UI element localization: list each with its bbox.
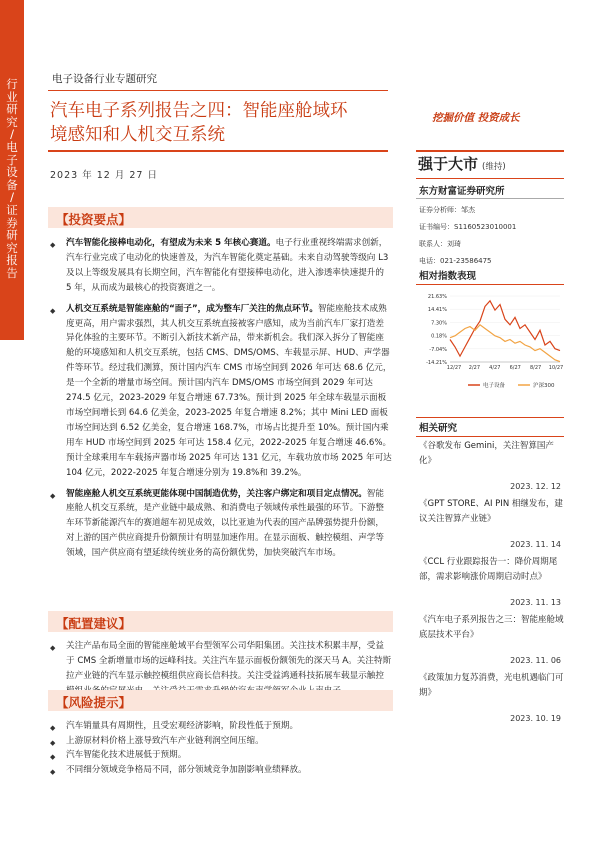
y-tick-label: 7.30% [431, 320, 447, 327]
diamond-bullet-icon: ◆ [50, 491, 56, 500]
top-category: 电子设备行业专题研究 [52, 73, 157, 85]
side-band-char: 行 [6, 77, 18, 91]
point-text: 智能座舱技术成熟度更高，用户需求强烈，其人机交互系统直接被客户感知，成为当前汽车厂家打造差异化体验的主要环节。不断引入新技术新产品，带来新机会。我们深入拆分了智能座舱的环境感知和人机交互系统，包括 CMS、DMS/OMS、车载显示屏、HUD、声学器件等环节。经过我们测算，预计国内汽车 CMS 市场空间到 2026 年可达 68.6 亿元，是一个全新的增量市场空间。预计国内汽车 DMS/OMS 市场空间到 2029 年可达 274.5 亿元，2023-2029 年复合增速 67.73%。预计到 2025 年全球车载显示面板市场空间增长到 64.6 亿美金，2023-2025 年复合增速 8.2%；其中 Mini LED 面板市场空间达到 6.52 亿美金，复合增速 168.7%，市场占比提升至 10%。预计国内乘用车 HUD 市场空间到 2025 年可达 158.4 亿元，2022-2025 年复合增速 46.6%。预计全球乘用车车载扬声器市场 2025 年可达 131 亿元，车载功放市场 2025 年可达 104 亿元，2022-2025 年复合增速分别为 19.8%和 39.2%。 [66, 303, 392, 478]
divider [416, 436, 564, 437]
divider [48, 90, 388, 91]
diamond-bullet-icon: ◆ [50, 753, 56, 762]
side-band-char: / [10, 190, 14, 205]
x-tick-label: 4/27 [489, 365, 501, 371]
relative-performance-chart [416, 290, 566, 395]
research-title[interactable]: 《汽车电子系列报告之三：智能座舱域底层技术平台》 [419, 615, 564, 640]
x-tick-label: 2/27 [468, 365, 481, 371]
analyst-line: 联系人：刘琦 [419, 240, 461, 248]
side-band-text [3, 78, 21, 280]
analyst-line: 电话：021-23586475 [419, 257, 492, 265]
section-heading: 【投资要点】 [56, 212, 132, 227]
risk-text: 不同细分领域竞争格局不同，部分领域竞争加剧影响业绩释放。 [66, 764, 307, 775]
divider [48, 150, 388, 152]
research-title[interactable]: 《GPT STORE、AI PIN 相继发布，建议关注智算产业链》 [419, 499, 563, 524]
chart-svg [416, 290, 566, 395]
point-lead: 汽车智能化接棒电动化，有望成为未来 5 年核心赛道。 [66, 238, 276, 248]
risk-item [50, 734, 392, 749]
related-research-title: 相关研究 [419, 423, 458, 434]
research-date: 2023. 11. 14 [510, 540, 561, 549]
point-text: 电子行业重视终端需求创新，汽车行业完成了电动化的快速普及，为汽车智能化奠定基础。未来自动驾驶等级向 L3 及以上等级发展具有长期空间，汽车智能化有望接棒电动化，进入渗透率快速提升的 5 年，从而成为最核心的投资赛道之一。 [66, 238, 389, 293]
research-title[interactable]: 《谷歌发布 Gemini，关注智算国产化》 [419, 441, 554, 466]
side-band-char: 券 [6, 215, 18, 230]
point-lead: 人机交互系统是智能座舱的“面子”，成为整车厂关注的焦点环节。 [66, 303, 318, 314]
research-title[interactable]: 《CCL 行业跟踪报告一：降价周期尾部，需求影响涨价周期启动时点》 [419, 557, 558, 582]
related-research-list [419, 439, 565, 729]
rating-sub: (维持) [482, 162, 506, 172]
point-lead: 智能座舱人机交互系统更能体现中国制造优势，关注客户绑定和项目定点情况。 [66, 488, 367, 499]
side-band-char: 业 [6, 89, 18, 104]
diamond-bullet-icon: ◆ [50, 738, 56, 747]
diamond-bullet-icon: ◆ [50, 644, 56, 652]
y-tick-label: 0.18% [431, 333, 447, 340]
report-title [50, 99, 395, 147]
research-item[interactable] [419, 671, 565, 729]
invest-point [50, 487, 392, 562]
legend-label: 沪深300 [533, 383, 555, 389]
side-band-char: 子 [6, 152, 18, 167]
y-tick-label: -14.21% [426, 360, 447, 366]
research-date: 2023. 10. 19 [510, 714, 561, 723]
section-heading: 【风险提示】 [56, 695, 132, 710]
diamond-bullet-icon: ◆ [50, 767, 56, 776]
analyst-info [419, 204, 516, 272]
divider [416, 198, 564, 199]
research-item[interactable] [419, 555, 565, 613]
side-band-char: / [10, 127, 14, 142]
slogan: 挖掘价值 投资成长 [432, 112, 520, 124]
risk-item [50, 748, 392, 763]
section-invest-points [48, 207, 393, 228]
y-tick-label: 21.63% [427, 294, 447, 300]
research-date: 2023. 12. 12 [510, 482, 561, 491]
x-tick-label: 10/27 [548, 365, 564, 371]
x-tick-label: 6/27 [509, 365, 521, 371]
section-risk [48, 690, 393, 711]
side-band-char: 报 [6, 253, 18, 268]
risk-text: 汽车销量具有周期性，且受宏观经济影响，阶段性低于预期。 [66, 721, 299, 731]
research-date: 2023. 11. 06 [510, 656, 561, 665]
divider [416, 178, 564, 179]
title-line-2: 境感知和人机交互系统 [50, 125, 225, 145]
title-line-1: 汽车电子系列报告之四：智能座舱域环 [50, 101, 348, 121]
side-band-char: 研 [6, 102, 18, 117]
risk-list [50, 719, 392, 777]
side-band [0, 0, 24, 340]
risk-text: 汽车智能化技术进展低于预期。 [66, 750, 187, 761]
side-band-char: 研 [6, 228, 18, 243]
report-date: 2023 年 12 月 27 日 [50, 170, 158, 181]
analyst-line: 证券分析师：邹杰 [419, 206, 475, 214]
section-config [48, 611, 393, 632]
institute-name: 东方财富证券研究所 [419, 186, 505, 197]
diamond-bullet-icon: ◆ [50, 241, 56, 249]
risk-item [50, 763, 392, 778]
side-band-char: 究 [6, 114, 18, 129]
y-tick-label: -7.04% [429, 346, 447, 353]
config-text: 关注产品布局全面的智能座舱域平台型领军公司华阳集团。关注技术积累丰厚，受益于 CMS 全新增量市场的远峰科技。关注汽车显示面板份额领先的深天马 A。关注特斯拉产业链的汽车显示触控模组供应商长信科技。关注受益鸿通科技拓展车载显示触控 [66, 641, 392, 681]
analyst-line: 证书编号：S1160523010001 [419, 223, 517, 231]
invest-point [50, 302, 392, 481]
divider [416, 150, 564, 152]
legend-label: 电子设备 [483, 383, 506, 389]
research-title[interactable]: 《政策加力复苏消费，光电机遇临门可期》 [419, 673, 564, 698]
side-band-char: 究 [6, 240, 18, 255]
side-band-char: 证 [6, 202, 18, 217]
research-item[interactable] [419, 497, 565, 555]
y-tick-label: 14.41% [427, 307, 447, 314]
diamond-bullet-icon: ◆ [50, 306, 56, 315]
side-band-char: 设 [6, 165, 18, 180]
invest-points-body [50, 236, 392, 561]
side-band-char: 电 [6, 139, 18, 154]
x-tick-label: 8/27 [529, 365, 542, 371]
research-date: 2023. 11. 13 [510, 598, 561, 607]
invest-point [50, 236, 392, 296]
research-item[interactable] [419, 439, 565, 497]
side-band-char: 告 [6, 265, 18, 280]
rating [418, 153, 564, 177]
research-item[interactable] [419, 613, 565, 671]
risk-text: 上游原材料价格上涨导致汽车产业链利润空间压缩。 [66, 735, 264, 746]
point-text: 智能座舱人机交互系统，是产业链中最成熟、和消费电子领域传承性最强的环节。下游整车环节新能源汽车的赛道超车初见成效，以比亚迪为代表的国产品牌强势提升份额，对上游的国产供应商提升份额预计有明显加速作用。在显示面板、触控模组、声学等领域，国产供应商有望延续传统业务的高份额优势，加快突破汽车市场。 [66, 488, 384, 559]
rating-main: 强于大市 [418, 155, 479, 173]
side-band-char: 备 [6, 177, 18, 192]
x-tick-label: 12/27 [446, 365, 462, 371]
relative-performance-title: 相对指数表现 [419, 271, 477, 282]
risk-item [50, 719, 392, 734]
section-heading: 【配置建议】 [56, 616, 132, 631]
divider [416, 417, 564, 418]
divider [416, 284, 564, 285]
diamond-bullet-icon: ◆ [50, 724, 56, 732]
